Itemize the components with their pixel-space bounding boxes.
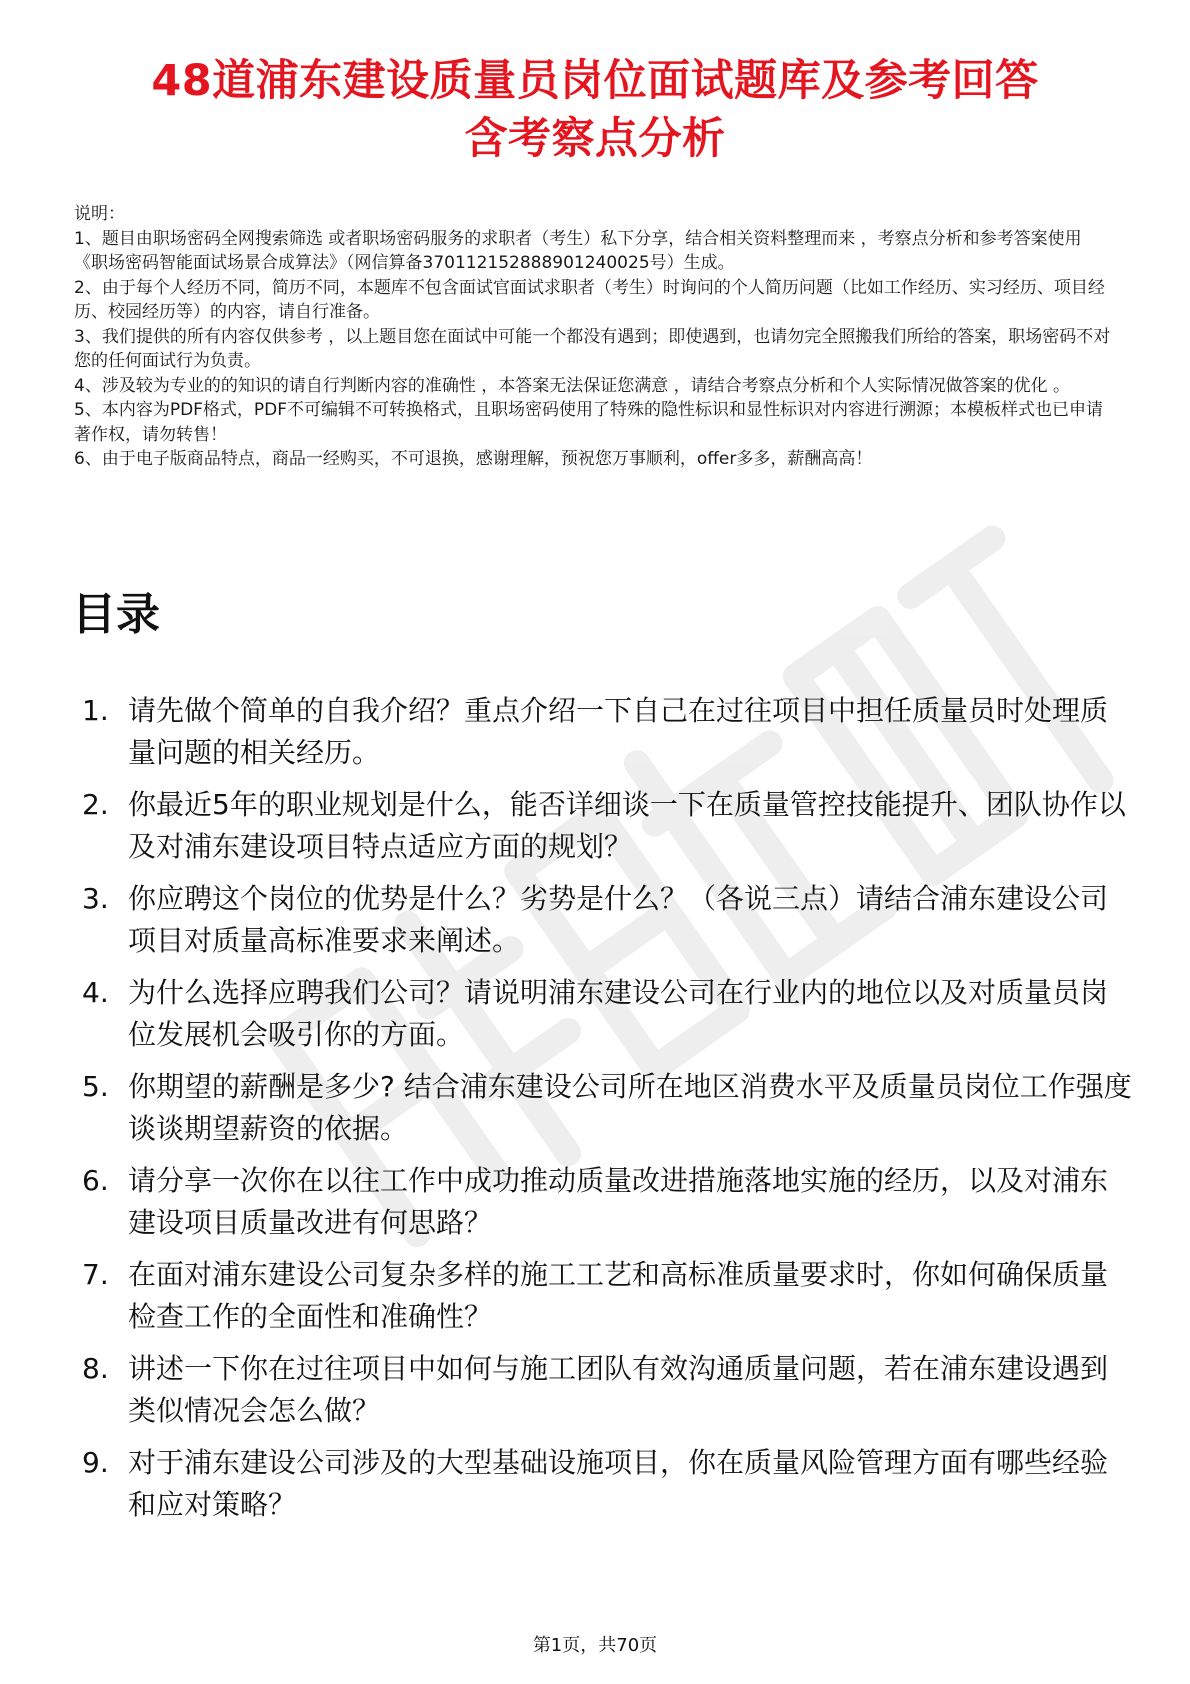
note-item: 3、我们提供的所有内容仅供参考 ，以上题目您在面试中可能一个都没有遇到；即使遇到，也请勿完全照搬我们所给的答案，职场密码不对您的任何面试行为负责。 (74, 326, 1111, 371)
document-title (60, 52, 1130, 168)
notes-label: 说明： (74, 204, 125, 224)
note-item: 5、本内容为PDF格式，PDF不可编辑不可转换格式，且职场密码使用了特殊的隐性标识和显性标识对内容进行溯源；本模板样式也已申请著作权，请勿转售！ (74, 400, 1104, 445)
title-line-1: 48道浦东建设质量员岗位面试题库及参考回答 (151, 56, 1039, 106)
question-item[interactable] (82, 1066, 1132, 1150)
question-text: 讲述一下你在过往项目中如何与施工团队有效沟通质量问题，若在浦东建设遇到类似情况会怎么做？ (128, 1352, 1109, 1427)
question-text: 请先做个简单的自我介绍？重点介绍一下自己在过往项目中担任质量员时处理质量问题的相关经历。 (128, 694, 1109, 769)
note-item: 1、题目由职场密码全网搜索筛选 或者职场密码服务的求职者（考生）私下分享，结合相关资料整理而来 ，考察点分析和参考答案使用《职场密码智能面试场景合成算法》（网信算备370112152888901240025号）生成。 (74, 228, 1082, 273)
page-footer: 第1页，共70页 (532, 1635, 658, 1656)
question-number: 4. (82, 976, 109, 1009)
question-number: 6. (82, 1164, 109, 1197)
question-text: 你期望的薪酬是多少? 结合浦东建设公司所在地区消费水平及质量员岗位工作强度谈谈期望薪资的依据。 (128, 1070, 1132, 1145)
question-item[interactable] (82, 878, 1132, 962)
question-item[interactable] (82, 1442, 1132, 1526)
question-number: 1. (82, 694, 109, 727)
question-text: 在面对浦东建设公司复杂多样的施工工艺和高标准质量要求时，你如何确保质量检查工作的全面性和准确性？ (128, 1258, 1109, 1333)
question-number: 5. (82, 1070, 109, 1103)
question-number: 8. (82, 1352, 109, 1385)
question-item[interactable] (82, 1160, 1132, 1244)
notes-section (74, 202, 1114, 472)
toc-heading: 目录 (72, 589, 160, 640)
question-text: 你应聘这个岗位的优势是什么？劣势是什么？（各说三点）请结合浦东建设公司项目对质量高标准要求来阐述。 (128, 882, 1109, 957)
question-number: 3. (82, 882, 109, 915)
question-text: 为什么选择应聘我们公司？请说明浦东建设公司在行业内的地位以及对质量员岗位发展机会吸引你的方面。 (128, 976, 1109, 1051)
question-item[interactable] (82, 784, 1132, 868)
question-text: 你最近5年的职业规划是什么，能否详细谈一下在质量管控技能提升、团队协作以及对浦东建设项目特点适应方面的规划？ (128, 788, 1126, 863)
question-item[interactable] (82, 1348, 1132, 1432)
question-item[interactable] (82, 1254, 1132, 1338)
question-text: 对于浦东建设公司涉及的大型基础设施项目，你在质量风险管理方面有哪些经验和应对策略？ (128, 1446, 1109, 1521)
note-item: 4、涉及较为专业的的知识的请自行判断内容的准确性 ，本答案无法保证您满意 ，请结合考察点分析和个人实际情况做答案的优化 。 (74, 375, 1071, 396)
question-list (82, 690, 1132, 1536)
title-line-2: 含考察点分析 (464, 114, 726, 164)
question-item[interactable] (82, 972, 1132, 1056)
question-number: 2. (82, 788, 109, 821)
note-item: 6、由于电子版商品特点，商品一经购买，不可退换，感谢理解，预祝您万事顺利，offer多多，薪酬高高！ (74, 449, 873, 469)
question-number: 7. (82, 1258, 109, 1291)
question-text: 请分享一次你在以往工作中成功推动质量改进措施落地实施的经历，以及对浦东建设项目质量改进有何思路？ (128, 1164, 1109, 1239)
question-item[interactable] (82, 690, 1132, 774)
question-number: 9. (82, 1446, 109, 1479)
note-item: 2、由于每个人经历不同，简历不同，本题库不包含面试官面试求职者（考生）时询问的个人简历问题（比如工作经历、实习经历、项目经历、校园经历等）的内容，请自行准备。 (74, 277, 1105, 322)
